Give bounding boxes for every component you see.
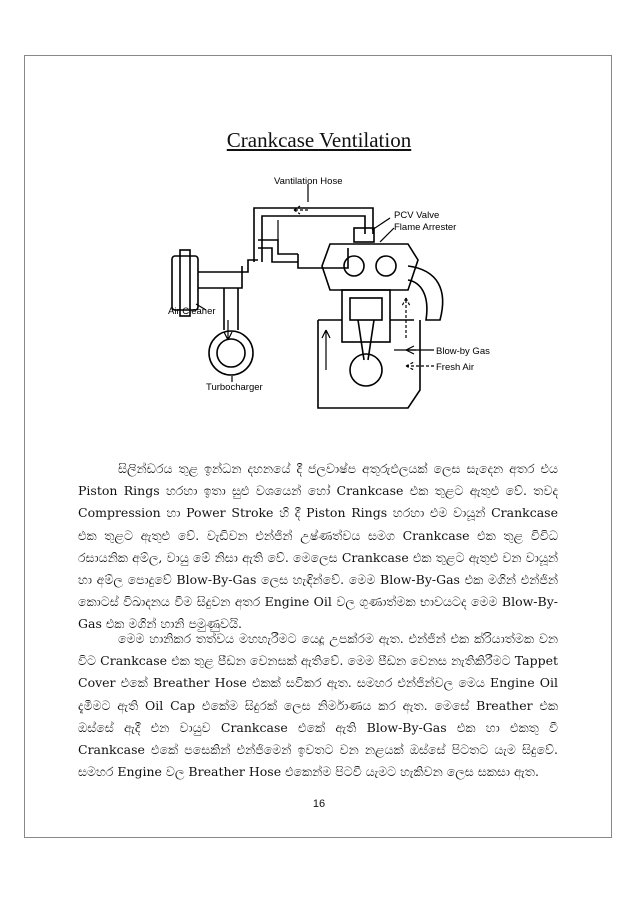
body-paragraph-2 — [78, 628, 558, 783]
air-cleaner — [172, 256, 198, 310]
turbocharger — [209, 331, 253, 375]
diagram-svg — [158, 170, 498, 420]
label-flame-arrester: Flame Arrester — [394, 222, 457, 233]
crankcase-ventilation-diagram — [158, 170, 498, 420]
label-air-cleaner: Air Cleaner — [168, 306, 216, 317]
label-pcv-valve: PCV Valve — [394, 210, 440, 221]
page-title: Crankcase Ventilation — [226, 128, 412, 152]
label-fresh-air: Fresh Air — [436, 362, 475, 373]
label-blow-by-gas: Blow-by Gas — [436, 346, 490, 357]
paragraph-text: මෙම හානිකර තත්වය මහහැරීමට යෙදූ උපක්රම ඇත. එන්ජින් එක ක්රියාත්මක වන විට Crankcase එක තුළ පීඩන වෙනසක් ඇතිවේ. මෙම පීඩන වෙනස නැතිකිරීමට Tappet Cover එකේ Breather Hose එකක් සවිකර ඇත. සමහර එන්ජින්වල මෙය Engine Oil දැමීමට ඇති Oil Cap එකේම සිදුරක් ලෙස නිර්මාණය කර ඇත. මෙසේ Breather එක ඔස්සේ ඇදී එන වායුව Crankcase එකේ ඇති Blow-By-Gas එක හා එකතු වී Crankcase එකේ පසෙකින් එන්ජිමෙන් ඉවතට වන නළයක් ඔස්සේ පිටතට යැම සිදුවේ. සමහර Engine වල Breather Hose එකෙන්ම පිටවී යැමට හැකිවන ලෙස සකසා ඇත. — [78, 631, 558, 780]
page-number: 16 — [312, 798, 326, 810]
paragraph-text: සිලින්ඩරය තුළ ඉන්ධන දහනයේ දී ජලවාෂ්ප අතුරුඵලයක් ලෙස සැදෙන අතර එය Piston Rings හරහා ඉතා සුළු වශයෙන් හෝ Crankcase එක තුළට ඇතුළු වේ. තවද Compression හා Power Stroke හි දී Piston Rings හරහා එම වායූන් Crankcase එක තුළට ඇතුළු වේ. වැඩිවන එන්ජින් උෂ්ණත්වය සමග Crankcase එක තුළ විවිධ රසායනික අම්ල, වායු මේ නිසා ඇති වේ. මෙලෙස Crankcase එක තුළට ඇතුළු වන වායූන් හා අම්ල පොදුවේ Blow-By-Gas ලෙස හැඳින්වේ. මෙම Blow-By-Gas එක මගින් එන්ජින් කොටස් විඛාදනය වීම සිදුවන අතර Engine Oil වල ගුණාත්මක භාවයටද මෙම Blow-By-Gas එක මගින් හානි පමුණුවයි. — [78, 461, 558, 632]
body-paragraph-1 — [78, 458, 558, 636]
pcv-valve — [354, 228, 374, 242]
label-turbocharger: Turbocharger — [206, 382, 263, 393]
crankcase — [318, 320, 420, 408]
label-ventilation-hose: Vantilation Hose — [274, 176, 343, 187]
